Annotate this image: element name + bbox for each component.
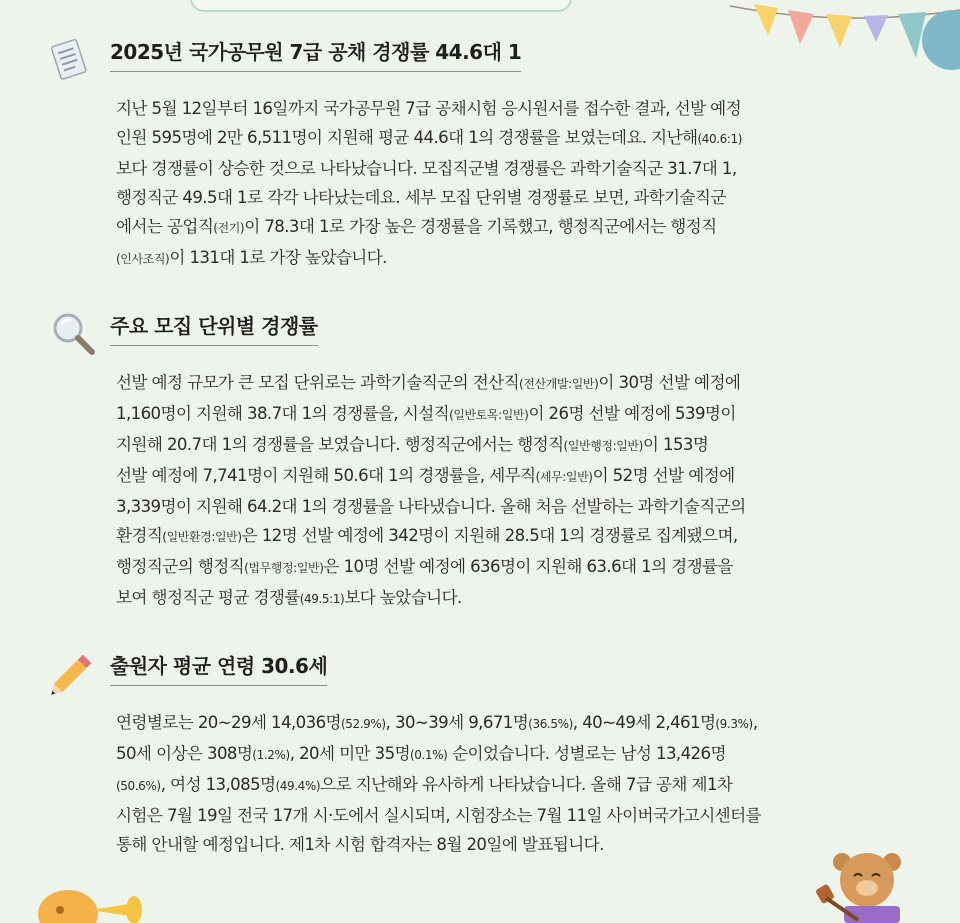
text-segment: 이 26명 선발 예정에 539명이 [528,404,736,423]
inline-note: (52.9%) [340,717,386,731]
text-segment: 3,339명이 지원해 64.2대 1의 경쟁률을 나타냈습니다. 올해 처음 선발하는 과학기술직군의 [116,497,746,516]
text-segment: 50세 이상은 308명 [116,744,253,763]
text-line [116,123,742,154]
magnifier-icon [48,310,98,360]
text-segment: 지원해 20.7대 1의 경쟁률을 보였습니다. 행정직군에서는 행정직 [116,435,564,454]
text-segment: 이 153명 [642,435,709,454]
text-line [116,154,742,183]
text-line [116,830,761,859]
section-heading: 출원자 평균 연령 30.6세 [110,650,327,686]
text-segment: 인원 595명에 2만 6,511명이 지원해 평균 44.6대 1의 경쟁률을 보였는데요. 지난해 [116,128,698,147]
inline-note: (일반토목:일반) [449,408,529,422]
text-segment: 1,160명이 지원해 38.7대 1의 경쟁률을, 시설직 [116,404,450,423]
inline-note: (일반행정:일반) [563,439,643,453]
text-line [116,243,742,274]
text-segment: , 20세 미만 35명 [289,744,410,763]
section-body [116,368,746,614]
text-segment: , 40~49세 2,461명 [572,713,716,732]
text-segment: 순이었습니다. 성별로는 남성 13,426명 [447,744,726,763]
text-segment: 행정직군 49.5대 1로 각각 나타났는데요. 세부 모집 단위별 경쟁률로 보면, 과학기술직군 [116,188,726,207]
pencil-icon [48,650,98,696]
text-line [116,739,761,770]
text-segment: 에서는 공업직 [116,217,214,236]
inline-note: (49.4%) [275,779,321,793]
text-line [116,183,742,212]
text-line [116,399,746,430]
inline-note: (법무행정:일반) [244,561,324,575]
text-line [116,583,746,614]
text-segment: 이 131대 1로 가장 높았습니다. [169,248,387,267]
text-line [116,430,746,461]
inline-note: (일반환경:일반) [162,530,242,544]
text-segment: 행정직군의 행정직 [116,557,245,576]
text-line [116,492,746,521]
inline-note: (전기) [213,221,245,235]
newspaper-icon [48,36,92,84]
text-segment: 환경직 [116,526,163,545]
text-line [116,770,761,801]
text-line [116,368,746,399]
text-segment: 이 78.3대 1로 가장 높은 경쟁률을 기록했고, 행정직군에서는 행정직 [244,217,717,236]
text-line [116,801,761,830]
section-heading: 주요 모집 단위별 경쟁률 [110,310,318,346]
inline-note: (전산개발:일반) [519,377,599,391]
text-segment: 보다 경쟁률이 상승한 것으로 나타났습니다. 모집직군별 경쟁률은 과학기술직군 31.7대 1, [116,159,737,178]
trumpet-animal-illustration [30,880,160,923]
inline-note: (49.5:1) [299,592,345,606]
text-line [116,708,761,739]
text-segment: 은 10명 선발 예정에 636명이 지원해 63.6대 1의 경쟁률을 [323,557,733,576]
text-segment: 선발 예정에 7,741명이 지원해 50.6대 1의 경쟁률을, 세무직 [116,466,536,485]
bear-guitar-illustration [808,848,918,923]
text-segment: 시험은 7월 19일 전국 17개 시·도에서 실시되며, 시험장소는 7월 11일 사이버국가고시센터를 [116,806,761,825]
text-segment: 선발 예정 규모가 큰 모집 단위로는 과학기술직군의 전산직 [116,373,520,392]
section-body [116,708,761,859]
text-segment: , 여성 13,085명 [160,775,276,794]
inline-note: (인사조직) [116,252,170,266]
bunting-decoration [730,0,960,90]
text-line [116,521,746,552]
inline-note: (40.6:1) [697,132,742,146]
text-segment: , [752,713,758,732]
text-segment: 통해 안내할 예정입니다. 제1차 시험 합격자는 8월 20일에 발표됩니다. [116,835,604,854]
text-segment: 으로 지난해와 유사하게 나타났습니다. 올해 7급 공채 제1차 [320,775,733,794]
top-frame-tab [190,0,572,12]
text-segment: 보다 높았습니다. [344,588,462,607]
inline-note: (1.2%) [252,748,290,762]
text-segment: 연령별로는 20~29세 14,036명 [116,713,341,732]
text-line [116,94,742,123]
text-line [116,212,742,243]
text-line [116,461,746,492]
text-segment: 지난 5월 12일부터 16일까지 국가공무원 7급 공채시험 응시원서를 접수한 결과, 선발 예정 [116,99,742,118]
inline-note: (36.5%) [528,717,573,731]
text-segment: 보여 행정직군 평균 경쟁률 [116,588,300,607]
inline-note: (9.3%) [715,717,753,731]
inline-note: (0.1%) [410,748,448,762]
section-heading: 2025년 국가공무원 7급 공채 경쟁률 44.6대 1 [110,36,521,72]
section-body [116,94,742,274]
text-segment: , 30~39세 9,671명 [385,713,529,732]
inline-note: (세무:일반) [535,470,593,484]
text-segment: 이 52명 선발 예정에 [592,466,735,485]
text-segment: 은 12명 선발 예정에 342명이 지원해 28.5대 1의 경쟁률로 집계됐으며, [241,526,738,545]
text-segment: 이 30명 선발 예정에 [598,373,741,392]
text-line [116,552,746,583]
inline-note: (50.6%) [116,779,161,793]
